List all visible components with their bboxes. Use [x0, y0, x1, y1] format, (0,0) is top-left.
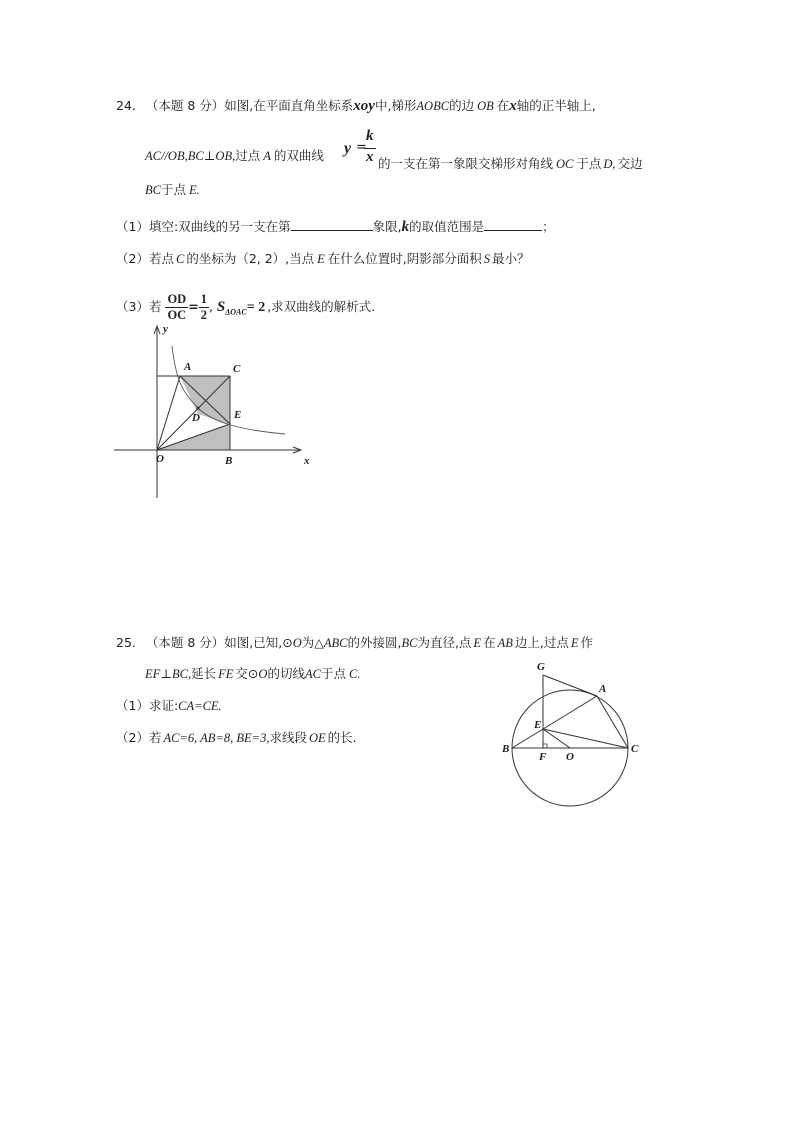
label-x: x — [304, 455, 310, 467]
segment-ba — [512, 696, 597, 748]
q24-line-2b: 的一支在第一象限交梯形对角线 OC 于点 D, 交边 — [378, 156, 643, 171]
q25-line-1: 25. （本题 8 分）如图,已知,⊙O为△ABC的外接圆,BC为直径,点 E 在 AB 边上,过点 E 作 — [116, 635, 593, 650]
label-c: C — [233, 363, 241, 375]
q25-part-1: （1）求证:CA=CE. — [116, 698, 222, 713]
q24-part-3: （3）若 $\frac{OD}{OC}$ = $\frac{1}{2}$ , $S_{\Delta OAC}= 2$ ,求双曲线的解析式. — [116, 292, 376, 322]
label-o: O — [156, 453, 164, 465]
q24-line-2: AC//OB,BC⊥OB,过点 A 的双曲线 — [145, 148, 324, 163]
label-c: C — [631, 743, 639, 755]
label-b: B — [502, 743, 510, 755]
label-o: O — [566, 751, 574, 763]
q24-points: （本题 8 分） — [145, 98, 225, 113]
q25-number: 25. — [116, 635, 136, 650]
point-d — [197, 407, 200, 410]
label-e: E — [534, 719, 542, 731]
label-b: B — [225, 455, 233, 467]
figure-25-circle-triangle — [500, 658, 650, 808]
q25-line-2: EF⊥BC,延长 FE 交⊙O的切线AC于点 C. — [145, 666, 361, 681]
segment-ac — [597, 696, 628, 748]
q24-part-1: （1）填空:双曲线的另一支在第 象限,k的取值范围是 ； — [116, 216, 555, 237]
answer-blank-quadrant[interactable] — [291, 216, 373, 231]
q25-points: （本题 8 分） — [145, 635, 225, 650]
q24-line-1: 24. （本题 8 分）如图,在平面直角坐标系xoy中,梯形AOBC的边 OB 在x轴的正半轴上, — [116, 98, 596, 114]
figure-24-hyperbola-trapezoid — [110, 320, 330, 500]
q25-part-2: （2）若 AC=6, AB=8, BE=3,求线段 OE 的长. — [116, 730, 357, 745]
q24-number: 24. — [116, 98, 136, 113]
label-e: E — [234, 409, 242, 421]
fraction-od-over-oc: $\frac{OD}{OC}$ — [167, 292, 187, 322]
label-g: G — [537, 661, 545, 673]
answer-blank-k-range[interactable] — [484, 216, 542, 231]
q24-part-2: （2）若点 C 的坐标为（2, 2）,当点 E 在什么位置时,阴影部分面积 S 最小？ — [116, 251, 530, 266]
label-f: F — [539, 751, 547, 763]
q24-line-3: BC于点 E. — [145, 182, 200, 197]
label-y: y — [163, 323, 168, 335]
fraction-one-half: $\frac{1}{2}$ — [200, 292, 207, 322]
label-a: A — [184, 361, 192, 373]
label-d: D — [192, 412, 200, 424]
label-a: A — [599, 683, 607, 695]
right-angle-mark — [543, 744, 547, 748]
q24-formula-y-equals-k-over-x: y = k x — [340, 128, 378, 170]
